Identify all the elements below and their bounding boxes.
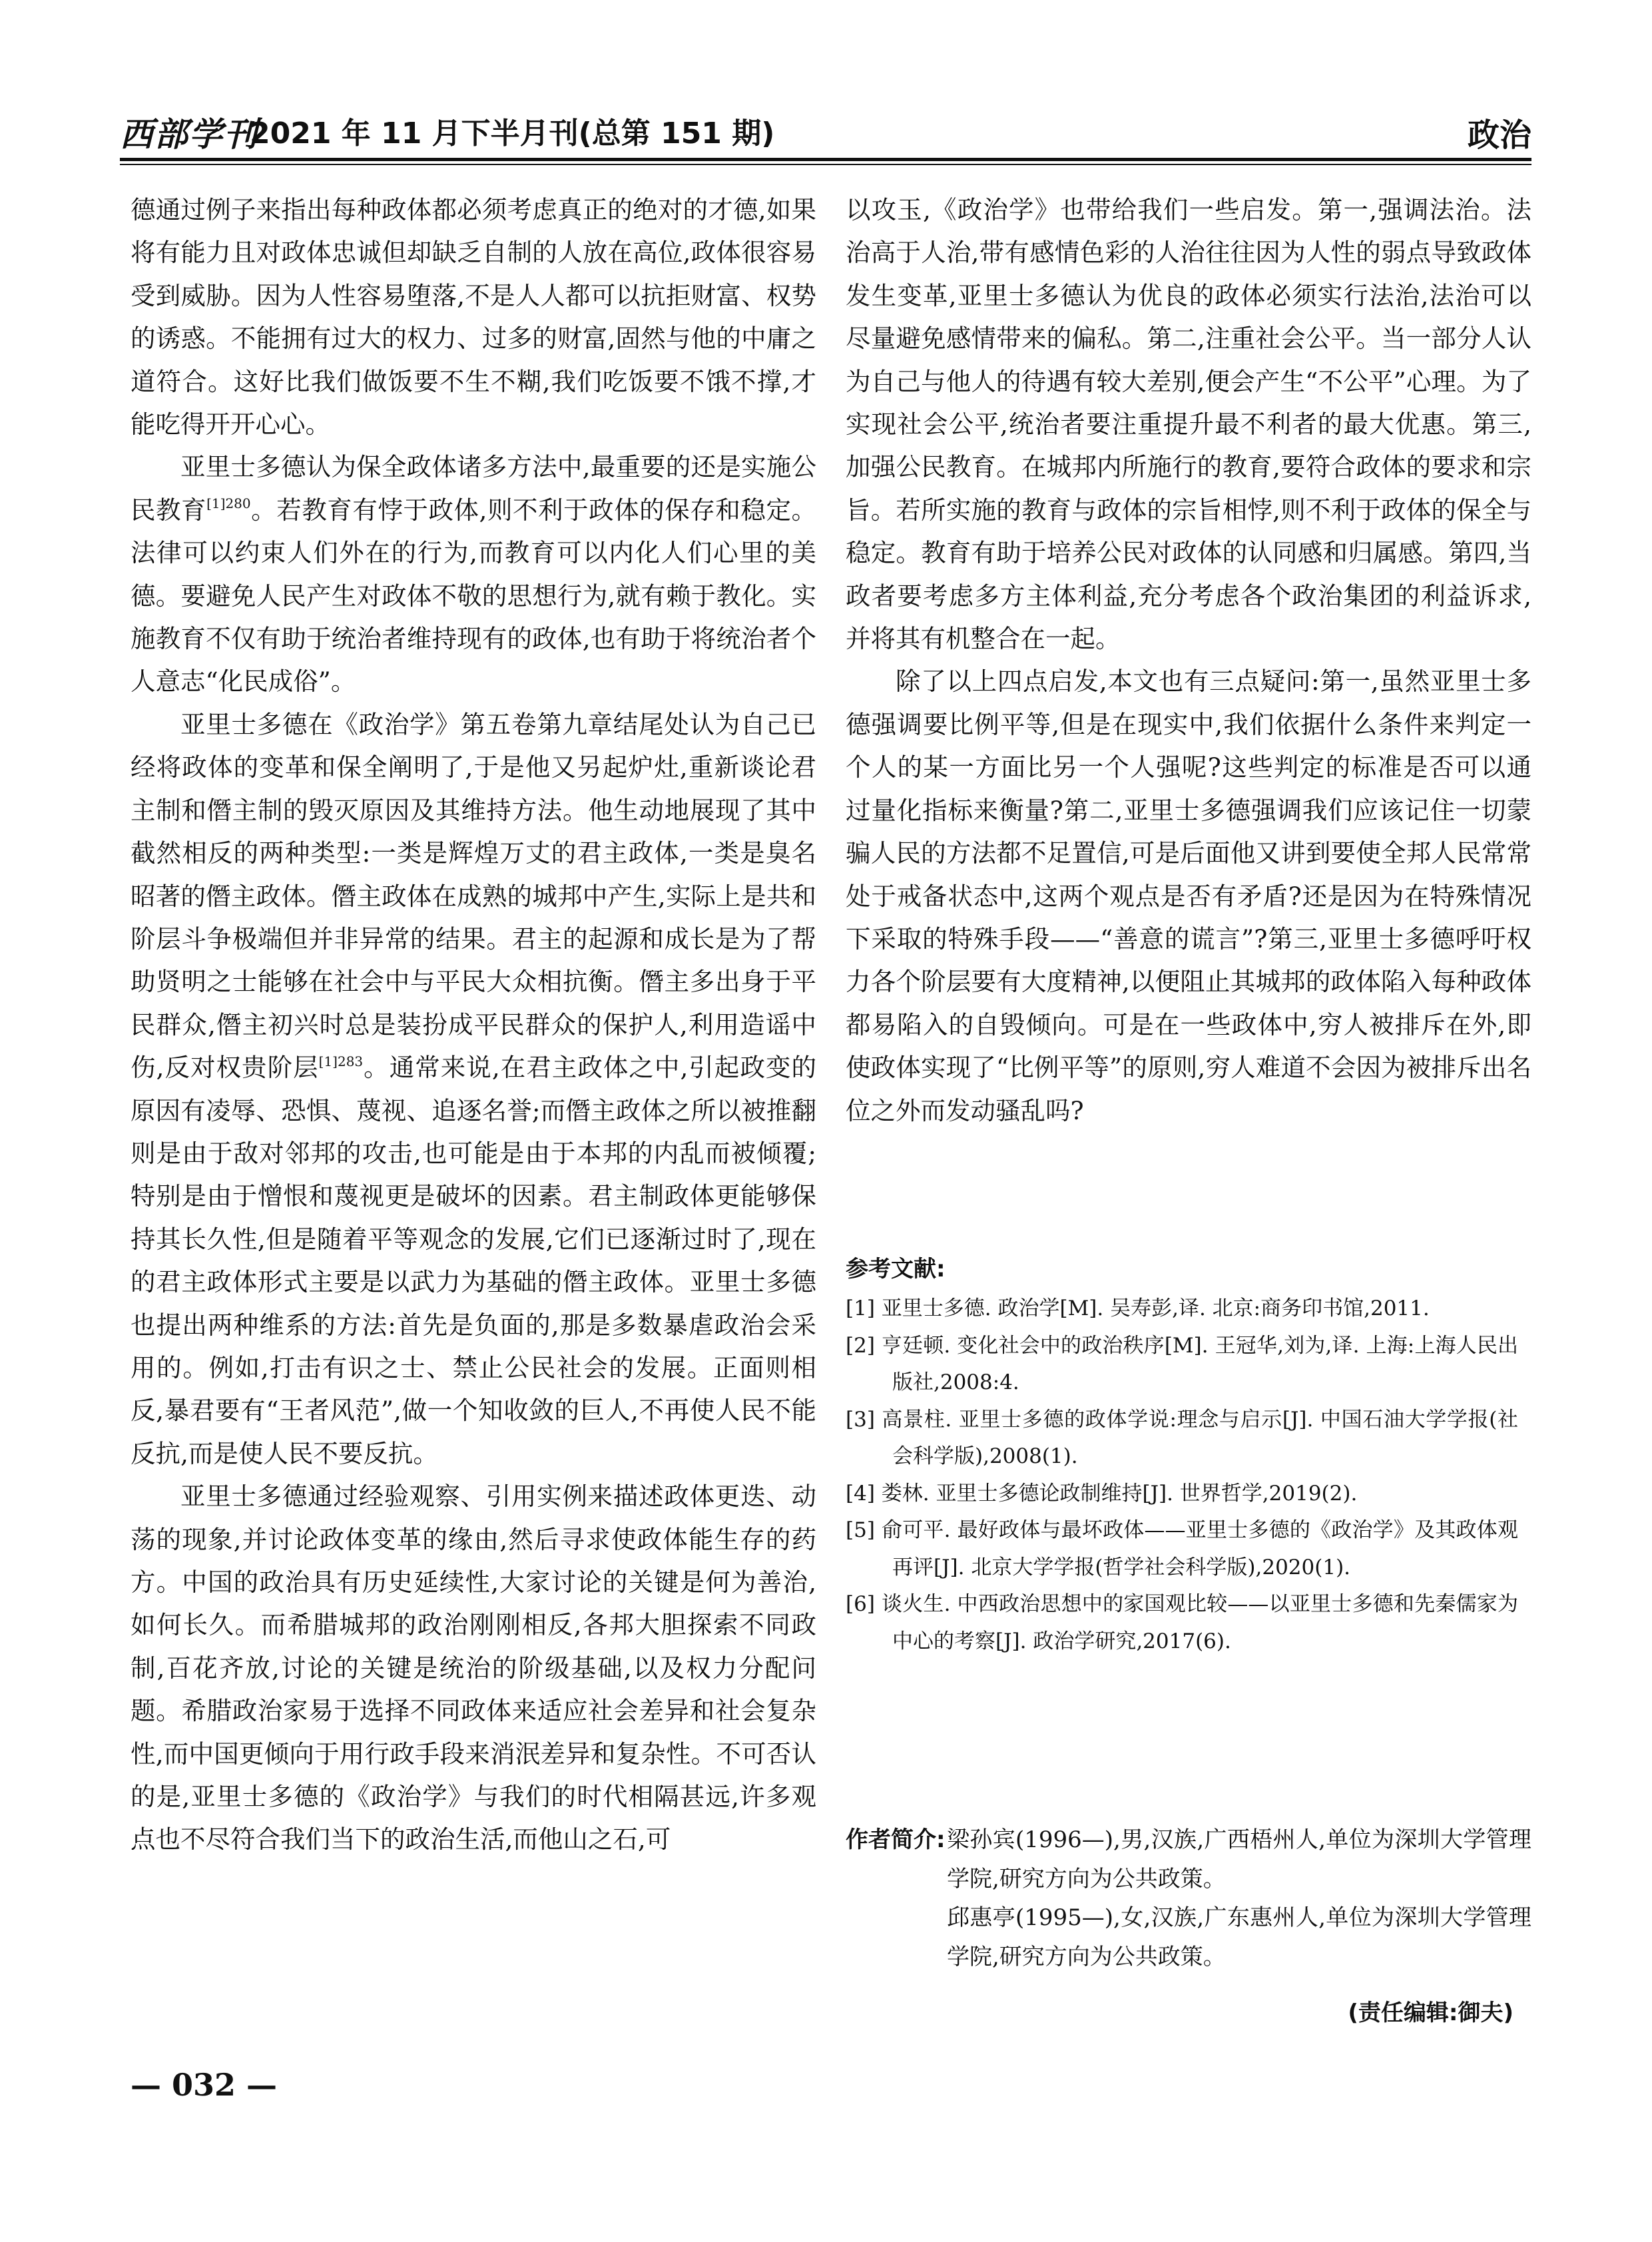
section-title: 政治 [1467, 117, 1531, 154]
paragraph [131, 703, 816, 1475]
reference-item: [1] 亚里士多德. 政治学[M]. 吴寿彭,译. 北京:商务印书馆,2011. [846, 1296, 1430, 1320]
paragraph-text: 亚里士多德在《政治学》第五卷第九章结尾处认为自己已经将政体的变革和保全阐明了,于是他又另起炉灶,重新谈论君主制和僭主制的毁灭原因及其维持方法。他生动地展现了其中截然相反的两种类型:一类是辉煌万丈的君主政体,一类是臭名昭著的僭主政体。僭主政体在成熟的城邦中产生,实际上是共和阶层斗争极端但并非异常的结果。君主的起源和成长是为了帮助贤明之士能够在社会中与平民大众相抗衡。僭主多出身于平民群众,僭主初兴时总是装扮成平民群众的保护人,利用造谣中伤,反对权贵阶层 [131, 709, 816, 1083]
left-column [131, 188, 816, 1861]
reference-item: [6] 谈火生. 中西政治思想中的家国观比较——以亚里士多德和先秦儒家为中心的考察[J]. 政治学研究,2017(6). [846, 1592, 1518, 1653]
page-number: — 032 — [131, 2067, 278, 2103]
paragraph: 以攻玉,《政治学》也带给我们一些启发。第一,强调法治。法治高于人治,带有感情色彩的人治往往因为人性的弱点导致政体发生变革,亚里士多德认为优良的政体必须实行法治,法治可以尽量避免感情带来的偏私。第二,注重社会公平。当一部分人认为自己与他人的待遇有较大差别,便会产生“不公平”心理。为了实现社会公平,统治者要注重提升最不利者的最大优惠。第三,加强公民教育。在城邦内所施行的教育,要符合政体的要求和宗旨。若所实施的教育与政体的宗旨相悖,则不利于政体的保全与稳定。教育有助于培养公民对政体的认同感和归属感。第四,当政者要考虑多方主体利益,充分考虑各个政治集团的利益诉求,并将其有机整合在一起。 [846, 195, 1531, 654]
paragraph-text: 。若教育有悖于政体,则不利于政体的保存和稳定。法律可以约束人们外在的行为,而教育可以内化人们心里的美德。要避免人民产生对政体不敬的思想行为,就有赖于教化。实施教育不仅有助于统治者维持现有的政体,也有助于将统治者个人意志“化民成俗”。 [131, 495, 816, 697]
references-list [846, 1290, 1518, 1660]
paragraph: 德通过例子来指出每种政体都必须考虑真正的绝对的才德,如果将有能力且对政体忠诚但却缺乏自制的人放在高位,政体很容易受到威胁。因为人性容易堕落,不是人人都可以抗拒财富、权势的诱惑。不能拥有过大的权力、过多的财富,固然与他的中庸之道符合。这好比我们做饭要不生不糊,我们吃饭要不饿不撑,才能吃得开开心心。 [131, 195, 816, 439]
paragraph [131, 445, 816, 702]
author-bio: 梁孙宾(1996—),男,汉族,广西梧州人,单位为深圳大学管理学院,研究方向为公共政策。 [947, 1826, 1531, 1892]
citation: [1]283 [318, 1053, 364, 1069]
paragraph: 除了以上四点启发,本文也有三点疑问:第一,虽然亚里士多德强调要比例平等,但是在现实中,我们依据什么条件来判定一个人的某一方面比另一个人强呢?这些判定的标准是否可以通过量化指标来衡量?第二,亚里士多德强调我们应该记住一切蒙骗人民的方法都不足置信,可是后面他又讲到要使全邦人民常常处于戒备状态中,这两个观点是否有矛盾?还是因为在特殊情况下采取的特殊手段——“善意的谎言”?第三,亚里士多德呼吁权力各个阶层要有大度精神,以便阻止其城邦的政体陷入每种政体都易陷入的自毁倾向。可是在一些政体中,穷人被排斥在外,即使政体实现了“比例平等”的原则,穷人难道不会因为被排斥出名位之外而发动骚乱吗? [846, 667, 1531, 1125]
running-header [120, 107, 1531, 153]
header-rule [120, 158, 1531, 165]
reference-item: [5] 俞可平. 最好政体与最坏政体——亚里士多德的《政治学》及其政体观再评[J]. 北京大学学报(哲学社会科学版),2020(1). [846, 1518, 1518, 1579]
right-column [846, 188, 1531, 1132]
reference-item: [3] 高景柱. 亚里士多德的政体学说:理念与启示[J]. 中国石油大学学报(社会科学版),2008(1). [846, 1407, 1518, 1468]
references-title: 参考文献: [846, 1256, 946, 1282]
paragraph-text: 。通常来说,在君主政体之中,引起政变的原因有凌辱、恐惧、蔑视、追逐名誉;而僭主政体之所以被推翻则是由于敌对邻邦的攻击,也可能是由于本邦的内乱而被倾覆;特别是由于憎恨和蔑视更是破坏的因素。君主制政体更能够保持其长久性,但是随着平等观念的发展,它们已逐渐过时了,现在的君主政体形式主要是以武力为基础的僭主政体。亚里士多德也提出两种维系的方法:首先是负面的,那是多数暴虐政治会采用的。例如,打击有识之士、禁止公民社会的发展。正面则相反,暴君要有“王者风范”,做一个知收敛的巨人,不再使人民不能反抗,而是使人民不要反抗。 [131, 1053, 817, 1468]
journal-logo: 西部学刊 [120, 115, 258, 154]
reference-item: [2] 亨廷顿. 变化社会中的政治秩序[M]. 王冠华,刘为,译. 上海:上海人民出版社,2008:4. [846, 1333, 1518, 1394]
editor-note: (责任编辑:御夫) [1348, 2000, 1514, 2026]
paragraph: 亚里士多德通过经验观察、引用实例来描述政体更迭、动荡的现象,并讨论政体变革的缘由,然后寻求使政体能生存的药方。中国的政治具有历史延续性,大家讨论的关键是何为善治,如何长久。而希腊城邦的政治刚刚相反,各邦大胆探索不同政制,百花齐放,讨论的关键是统治的阶级基础,以及权力分配问题。希腊政治家易于选择不同政体来适应社会差异和社会复杂性,而中国更倾向于用行政手段来消泯差异和复杂性。不可否认的是,亚里士多德的《政治学》与我们的时代相隔甚远,许多观点也不尽符合我们当下的政治生活,而他山之石,可 [131, 1482, 816, 1854]
author-label: 作者简介: [846, 1826, 946, 1853]
issue-info: 2021 年 11 月下半月刊(总第 151 期) [250, 117, 775, 150]
author-info [846, 1821, 1531, 1977]
paragraph-text: 亚里士多德认为保全政体诸多方法中,最重要的还是实施公民教育 [131, 452, 816, 525]
citation: [1]280 [206, 495, 251, 512]
reference-item: [4] 娄林. 亚里士多德论政制维持[J]. 世界哲学,2019(2). [846, 1481, 1358, 1506]
author-bio: 邱惠亭(1995—),女,汉族,广东惠州人,单位为深圳大学管理学院,研究方向为公共政策。 [947, 1904, 1531, 1971]
